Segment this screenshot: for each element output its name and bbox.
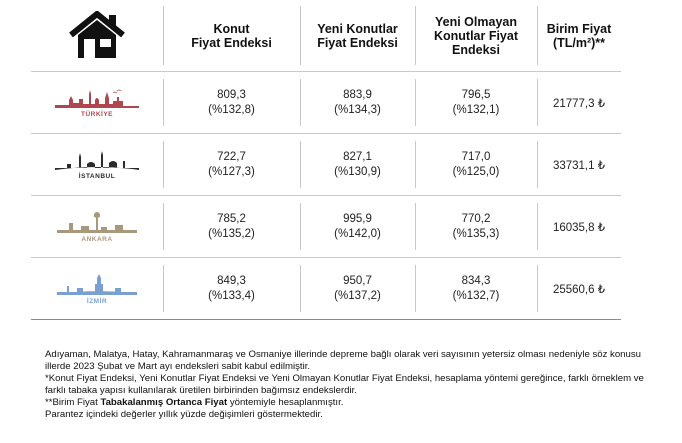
yeni-olmayan-value: 770,2 (%135,3)	[415, 196, 537, 257]
house-icon	[67, 11, 127, 61]
table-row-izmir	[31, 258, 621, 320]
footnote-earthquake: Adıyaman, Malatya, Hatay, Kahramanmaraş ve Osmaniye illerinde depreme bağlı olarak veri sayısının yetersiz olması nedeniyle söz konusu illerde 2023 Şubat ve Mart ayı endeksleri sabit kabul edilmiştir.	[45, 349, 641, 372]
ankara-skyline-icon	[53, 211, 141, 235]
izmir-skyline-icon	[53, 273, 141, 297]
city-logo-turkiye	[31, 72, 163, 133]
yeni-olmayan-value: 834,3 (%132,7)	[415, 258, 537, 319]
turkiye-skyline-icon	[53, 88, 141, 110]
yeni-olmayan-value: 717,0 (%125,0)	[415, 134, 537, 195]
istanbul-skyline-icon	[53, 150, 141, 172]
konut-value: 809,3 (%132,8)	[163, 72, 300, 133]
table-row-turkiye	[31, 72, 621, 134]
city-name: İSTANBUL	[78, 172, 116, 180]
header-yeni-konut: Yeni Konutlar Fiyat Endeksi	[300, 0, 415, 71]
footnote-index-method: *Konut Fiyat Endeksi, Yeni Konutlar Fiyat Endeksi ve Yeni Olmayan Konutlar Fiyat Endeksi, hesaplama yöntemi gereğince, farklı örneklem ve farklı tabaka yapısı kullanılarak üretilen birbirinden bağımsız endekslerdir.	[45, 373, 644, 396]
yeni-konut-value: 995,9 (%142,0)	[300, 196, 415, 257]
birim-fiyat-value: 21777,3 ₺	[537, 72, 621, 133]
birim-fiyat-value: 33731,1 ₺	[537, 134, 621, 195]
house-icon-cell	[31, 0, 163, 71]
yeni-konut-value: 827,1 (%130,9)	[300, 134, 415, 195]
table-row-ankara	[31, 196, 621, 258]
city-name: TÜRKİYE	[80, 110, 114, 118]
header-birim-fiyat: Birim Fiyat (TL/m²)**	[537, 0, 621, 71]
footnote-unit-price: **Birim Fiyat Tabakalanmış Ortanca Fiyat yöntemiyle hesaplanmıştır.	[45, 397, 344, 408]
table-header	[31, 0, 621, 72]
city-logo-ankara	[31, 196, 163, 257]
footnote-parentheses: Parantez içindeki değerler yıllık yüzde değişimleri göstermektedir.	[45, 409, 323, 420]
birim-fiyat-value: 25560,6 ₺	[537, 258, 621, 319]
footnotes	[45, 349, 660, 421]
city-logo-istanbul	[31, 134, 163, 195]
city-logo-izmir	[31, 258, 163, 319]
table-row-istanbul	[31, 134, 621, 196]
header-yeni-olmayan: Yeni Olmayan Konutlar Fiyat Endeksi	[415, 0, 537, 71]
header-konut: Konut Fiyat Endeksi	[163, 0, 300, 71]
yeni-konut-value: 883,9 (%134,3)	[300, 72, 415, 133]
house-price-table	[31, 0, 621, 320]
konut-value: 722,7 (%127,3)	[163, 134, 300, 195]
birim-fiyat-value: 16035,8 ₺	[537, 196, 621, 257]
yeni-konut-value: 950,7 (%137,2)	[300, 258, 415, 319]
yeni-olmayan-value: 796,5 (%132,1)	[415, 72, 537, 133]
city-name: ANKARA	[81, 235, 113, 243]
konut-value: 849,3 (%133,4)	[163, 258, 300, 319]
konut-value: 785,2 (%135,2)	[163, 196, 300, 257]
city-name: İZMİR	[86, 297, 108, 305]
